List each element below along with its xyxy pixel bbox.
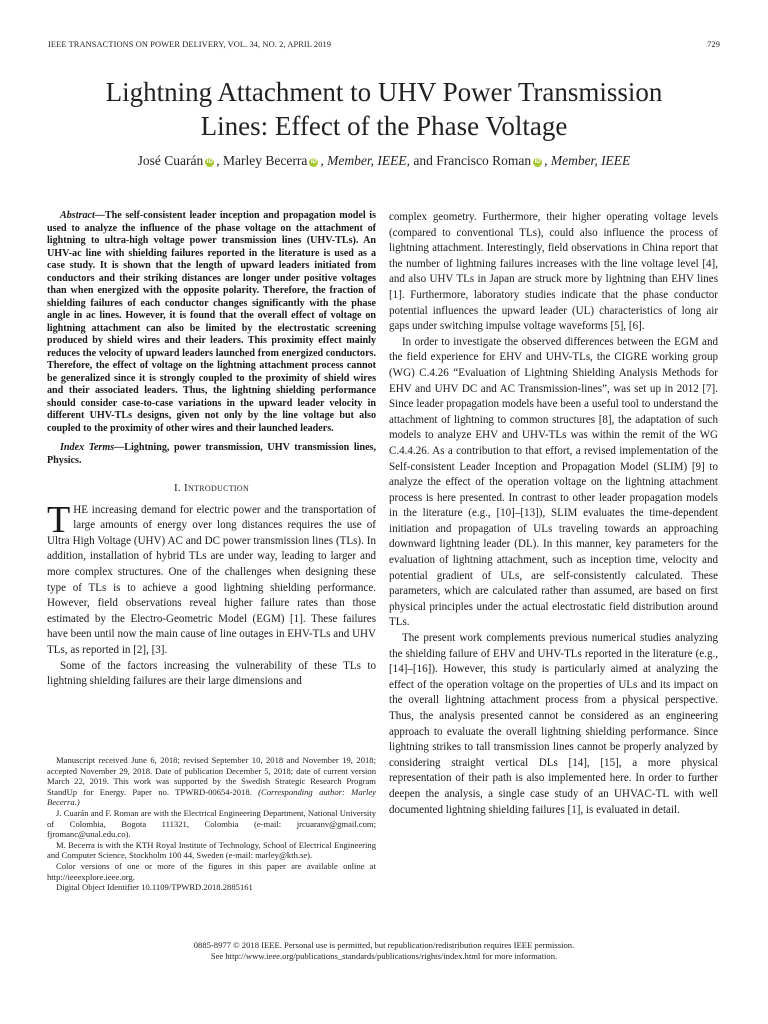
right-column xyxy=(389,210,718,818)
intro-paragraph-1-text: HE increasing demand for electric power and the transportation of large amounts of energy over long distances requires the use of Ultra High Voltage (UHV) AC and DC power transmission lines (TLs). In addition, installation of hybrid TLs are under way, leading to larger and more complex structures. One of the challenges when designing these type of TLs is to achieve a good lightning shielding performance. However, field observations reveal higher failure rates than those estimated by the Electro-Geometric Model (EGM) [1]. These failures have been until now the main cause of line outages in EHV-TLs and UHV TLs, as reported in [2], [3]. xyxy=(47,503,376,656)
journal-name: IEEE TRANSACTIONS ON POWER DELIVERY, VOL. 34, NO. 2, APRIL 2019 xyxy=(48,40,332,49)
page-number: 729 xyxy=(707,40,720,49)
author-punct: , xyxy=(544,153,548,168)
orcid-icon[interactable]: iD xyxy=(206,159,213,165)
intro-paragraph-2: Some of the factors increasing the vulnerability of these TLs to lightning shielding failures are their large dimensions and xyxy=(47,659,376,688)
right-paragraph-1: complex geometry. Furthermore, their higher operating voltage levels (compared to conventional TLs), could also influence the process of lightning attachment. Interestingly, field observations in China report that the number of lightning failures increases with the line voltage level [4], and also UHV TLs in Japan are struck more by lightning than EHV lines [1]. Furthermore, laboratory studies indicate that the phase conductor potential influences the upward leader (UL) characteristics of long air gaps under switching impulse voltage waveforms [5], [6]. xyxy=(389,211,718,333)
footnote-affiliation-2: M. Becerra is with the KTH Royal Institute of Technology, School of Electrical Engineering and Computer Science, Stockholm 100 44, Sweden (e-mail: marley@kth.se). xyxy=(47,839,376,861)
copyright-line-2: See http://www.ieee.org/publications_standards/publications/rights/index.html for more information. xyxy=(210,951,558,961)
index-terms-text: —Lightning, power transmission, UHV transmission lines, Physics. xyxy=(47,442,376,466)
left-column xyxy=(47,210,376,690)
section-heading xyxy=(47,481,376,497)
orcid-icon[interactable]: iD xyxy=(310,159,317,165)
orcid-icon[interactable]: iD xyxy=(534,159,541,165)
paper-title xyxy=(40,75,728,143)
section-numeral: I. xyxy=(173,482,181,494)
author-line xyxy=(40,152,728,170)
author-3: , and Francisco Roman xyxy=(406,153,532,168)
right-paragraph-2: In order to investigate the observed differences between the EGM and the field experience for EHV and UHV-TLs, the CIGRE working group (WG) C.4.26 “Evaluation of Lightning Shielding Analysis Methods for EHV and UHV DC and AC Transmission-lines”, was set up in 2012 [7]. Since leader propagation models have been a useful tool to understand the attachment of lightning to common structures [8], the adaptation of such models to analyze EHV and UHV-TLs was within the remit of the WG C.4.4.26. As a contribution to that effort, a revised implementation of the Self-consistent Leader Inception and Propagation Model (SLIM) [9] to analyze the effect of the operation voltage on the lightning attachment process is here presented. In contrast to other leader propagation models in the literature (e.g., [10]–[13]), SLIM evaluates the time-dependent initiation and propagation of ULs traveling towards an approaching downward lightning leader (DL). In this manner, key parameters for the evaluation of lightning attachment, such as inception time, velocity and potential gradient of ULs, are self-consistently calculated. These parameters, which are calculated rather than assumed, are based on first physical principles under the actual electrostatic field distribution around TLs. xyxy=(389,335,718,629)
index-terms xyxy=(47,442,376,467)
right-paragraph-3: The present work complements previous numerical studies analyzing the shielding failure of EHV and UHV-TLs reported in the literature (e.g., [14]–[16]). However, this study is particularly aimed at analyzing the effect of the operation voltage on the properties of ULs and its impact on the overall lightning attachment process from a physical perspective. Thus, the analysis presented cannot be considered as an engineering approach to evaluate the overall lightning shielding performance. Since lightning strikes to tall transmission lines cannot be properly analyzed by considering straight vertical DLs [14], [15], a more physical representation of their path is also implemented here. In order to further deepen the analysis, a single case study of an UHVAC-TL with well documented lightning shielding failures [1], is evaluated in detail. xyxy=(389,632,718,816)
footnote-manuscript-text: Manuscript received June 6, 2018; revised September 10, 2018 and November 19, 2018; accepted November 29, 2018. Date of publication December 5, 2018; date of current version March 22, 2019. This work was supported by the Swedish Strategic Research Program StandUp for Energy. Paper no. TPWRD-00654-2018. xyxy=(47,755,376,797)
membership-2: Member, IEEE xyxy=(327,153,407,168)
author-punct: , xyxy=(320,153,324,168)
author-2: , Marley Becerra xyxy=(216,153,308,168)
title-line-1: Lightning Attachment to UHV Power Transmission xyxy=(105,77,663,107)
copyright-notice xyxy=(40,940,728,962)
index-terms-label: Index Terms xyxy=(60,442,115,453)
abstract-label: Abstract xyxy=(60,210,95,221)
footnote-color: Color versions of one or more of the figures in this paper are available online at http://ieeexplore.ieee.org. xyxy=(47,860,376,882)
footnotes xyxy=(47,755,376,893)
author-1: José Cuarán xyxy=(137,153,204,168)
abstract xyxy=(47,210,376,435)
copyright-line-1: 0885-8977 © 2018 IEEE. Personal use is permitted, but republication/redistribution requires IEEE permission. xyxy=(193,940,575,950)
footnote-affiliation-1: J. Cuarán and F. Roman are with the Electrical Engineering Department, National University of Colombia, Bogota 111321, Colombia (e-mail: jrcuaranv@gmail.com; fjromanc@unal.edu.co). xyxy=(47,807,376,840)
abstract-text: —The self-consistent leader inception and propagation model is used to analyze the influence of the phase voltage on the attachment of lightning to ultra-high voltage power transmission lines (UHV-TLs). An UHV-ac line with shielding failures reported in the literature is used as a case study. It is shown that the length of upward leaders initiated from conductors and their striking distances are longer under positive voltages than when energized with the opposite polarity. Therefore, the fraction of shielding failures of each conductor changes significantly with the phase angle in ac lines. However, it is found that the overall effect of voltage on lightning attachment can also be limited by the electrostatic screening produced by shield wires and their leaders. This proximity effect mainly reduces the velocity of upward leaders launched from energized conductors. Therefore, the effect of voltage on the lightning attachment process cannot be generalized since it is strongly coupled to the proximity of shield wires and their associated leaders. Thus, the lightning shielding performance should consider case-to-case variations in the upward leader velocity in different UHV-TLs designs, given not only by the line voltage but also coupled to the proximity of other wires and their launched leaders. xyxy=(47,210,376,434)
membership-3: Member, IEEE xyxy=(550,153,631,168)
footnote-manuscript xyxy=(47,755,376,808)
footnote-doi: Digital Object Identifier 10.1109/TPWRD.2018.2885161 xyxy=(56,882,253,893)
corresponding-author: (Corresponding author: Marley Becerra.) xyxy=(47,786,376,808)
drop-cap: T xyxy=(47,498,71,541)
intro-paragraph-1 xyxy=(47,498,376,659)
running-header xyxy=(48,40,720,54)
title-line-2: Lines: Effect of the Phase Voltage xyxy=(200,111,568,141)
section-title: Introduction xyxy=(184,482,250,494)
